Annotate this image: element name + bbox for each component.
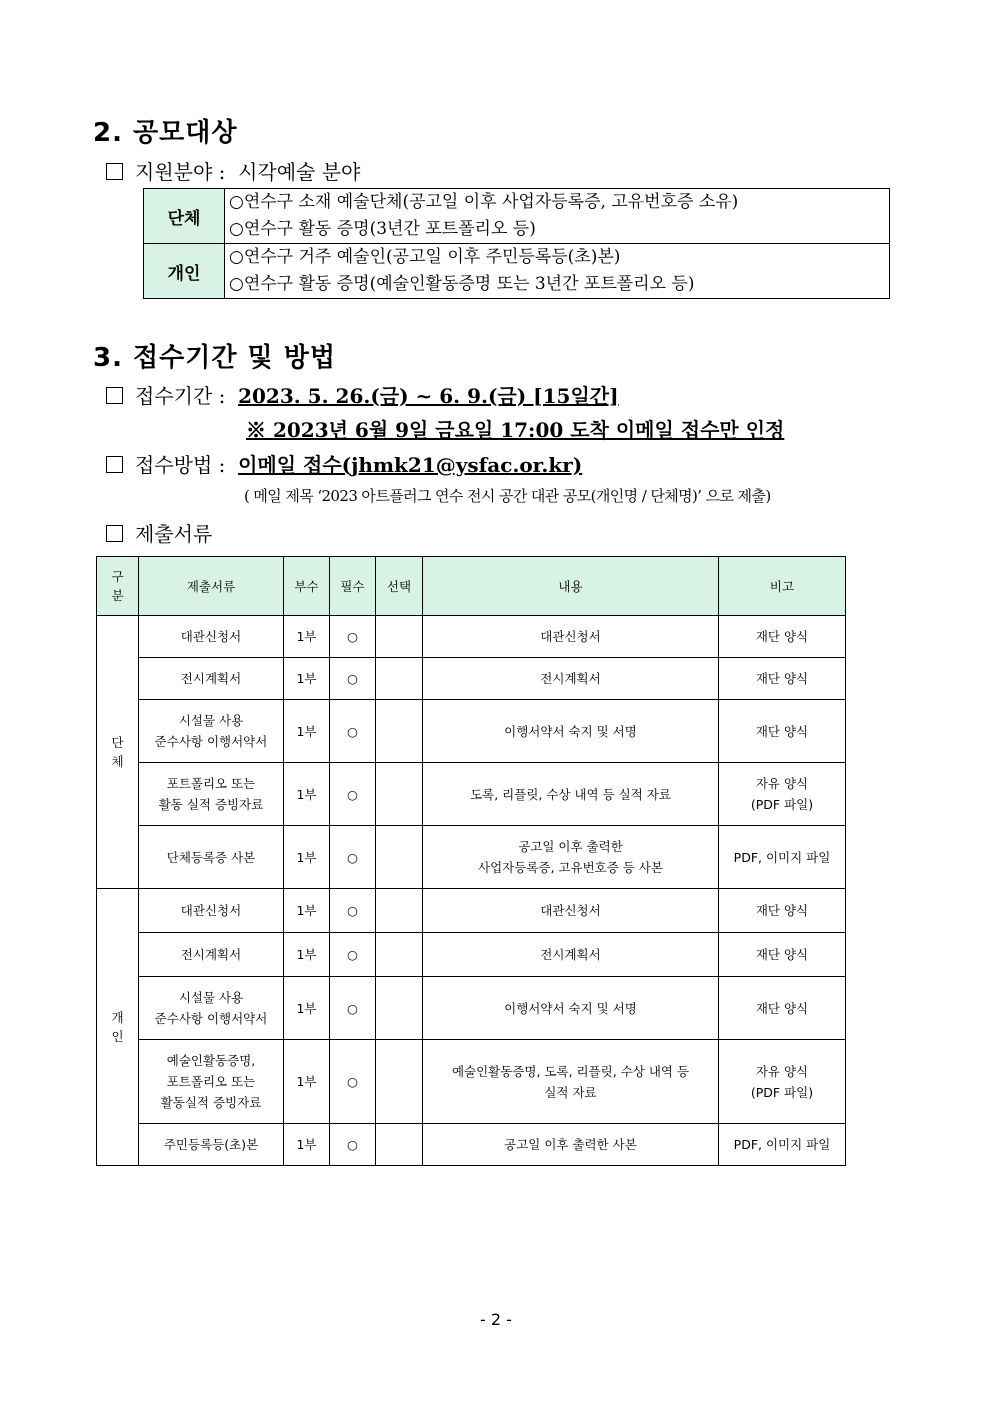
cell-doc: 예술인활동증명, 포트폴리오 또는 활동실적 증빙자료 [139,1040,284,1124]
cell-opt [376,889,423,933]
period-value: 2023. 5. 26.(금) ~ 6. 9.(금) [15일간] [238,384,619,408]
table-row [97,933,846,977]
cell-content: 전시계획서 [423,933,719,977]
cell-content: 대관신청서 [423,616,719,658]
table-row [97,826,846,889]
cell-count: 1부 [284,1040,330,1124]
field-label: 지원분야 [135,160,213,184]
cell-doc: 포트폴리오 또는 활동 실적 증빙자료 [139,763,284,826]
period-note: ※ 2023년 6월 9일 금요일 17:00 도착 이메일 접수만 인정 [246,418,785,442]
cell-req: ○ [330,616,376,658]
cell-opt [376,826,423,889]
cell-req: ○ [330,700,376,763]
table-row [97,763,846,826]
target-cell-group [225,189,890,244]
checkbox-icon [106,387,123,404]
checkbox-icon [106,163,123,180]
cell-count: 1부 [284,658,330,700]
checkbox-icon [106,525,123,542]
cell-content: 이행서약서 숙지 및 서명 [423,977,719,1040]
header-cell: 선택 [376,557,423,616]
table-row [97,1040,846,1124]
cell-opt [376,700,423,763]
cell-req: ○ [330,826,376,889]
target-label-individual: 개인 [144,244,225,299]
docs-label: 제출서류 [135,522,213,546]
cell-req: ○ [330,1124,376,1166]
cell-req: ○ [330,658,376,700]
cell-doc: 시설물 사용 준수사항 이행서약서 [139,700,284,763]
target-cell-individual [225,244,890,299]
docs-header-row [97,557,846,616]
method-line: 접수방법 : 이메일 접수(jhmk21@ysfac.or.kr) [106,449,582,478]
cell-opt [376,658,423,700]
cell-doc: 주민등록등(초)본 [139,1124,284,1166]
cell-note: PDF, 이미지 파일 [719,1124,846,1166]
cell-note: 재단 양식 [719,977,846,1040]
cell-doc: 전시계획서 [139,658,284,700]
cell-opt [376,1124,423,1166]
header-cell: 구 분 [97,557,139,616]
header-cell: 내용 [423,557,719,616]
cell-note: 재단 양식 [719,658,846,700]
target-line: ○연수구 활동 증명(3년간 포트폴리오 등) [229,219,536,239]
field-line: 지원분야 : 시각예술 분야 [106,156,360,185]
cell-opt [376,616,423,658]
table-row [97,889,846,933]
target-line: ○연수구 거주 예술인(공고일 이후 주민등록등(초)본) [229,247,621,267]
cell-note: 재단 양식 [719,616,846,658]
cell-req: ○ [330,763,376,826]
header-cell: 비고 [719,557,846,616]
checkbox-icon [106,456,123,473]
cell-req: ○ [330,889,376,933]
period-note-line [246,414,784,443]
cell-opt [376,763,423,826]
cell-count: 1부 [284,889,330,933]
page-number: - 2 - [480,1310,512,1329]
cell-doc: 대관신청서 [139,889,284,933]
group-cell: 단 체 [97,616,139,889]
table-row [97,616,846,658]
section3-heading: 3. 접수기간 및 방법 [93,343,336,373]
target-line: ○연수구 소재 예술단체(공고일 이후 사업자등록증, 고유번호증 소유) [229,192,739,212]
target-table [143,188,890,299]
table-row [97,1124,846,1166]
cell-count: 1부 [284,700,330,763]
cell-opt [376,977,423,1040]
method-label: 접수방법 [135,453,213,477]
cell-opt [376,1040,423,1124]
target-line: ○연수구 활동 증명(예술인활동증명 또는 3년간 포트폴리오 등) [229,274,695,294]
cell-note: 자유 양식 (PDF 파일) [719,1040,846,1124]
method-value: 이메일 접수(jhmk21@ysfac.or.kr) [238,453,583,477]
cell-content: 이행서약서 숙지 및 서명 [423,700,719,763]
cell-req: ○ [330,1040,376,1124]
table-row [97,658,846,700]
field-value: 시각예술 분야 [238,160,361,184]
period-label: 접수기간 [135,384,213,408]
cell-note: 재단 양식 [719,933,846,977]
cell-count: 1부 [284,826,330,889]
cell-count: 1부 [284,616,330,658]
cell-content: 대관신청서 [423,889,719,933]
cell-doc: 전시계획서 [139,933,284,977]
group-cell: 개 인 [97,889,139,1166]
cell-req: ○ [330,977,376,1040]
table-row [97,700,846,763]
cell-note: 재단 양식 [719,700,846,763]
target-label-group: 단체 [144,189,225,244]
cell-note: 재단 양식 [719,889,846,933]
table-row [97,977,846,1040]
cell-count: 1부 [284,977,330,1040]
cell-doc: 대관신청서 [139,616,284,658]
cell-content: 전시계획서 [423,658,719,700]
cell-content: 예술인활동증명, 도록, 리플릿, 수상 내역 등 실적 자료 [423,1040,719,1124]
docs-line [106,518,212,547]
header-cell: 제출서류 [139,557,284,616]
cell-opt [376,933,423,977]
docs-table [96,556,846,1166]
header-cell: 부수 [284,557,330,616]
cell-content: 공고일 이후 출력한 사업자등록증, 고유번호증 등 사본 [423,826,719,889]
cell-count: 1부 [284,1124,330,1166]
header-cell: 필수 [330,557,376,616]
cell-doc: 단체등록증 사본 [139,826,284,889]
period-line: 접수기간 : 2023. 5. 26.(금) ~ 6. 9.(금) [15일간] [106,380,619,409]
section2-heading: 2. 공모대상 [93,118,238,148]
cell-count: 1부 [284,933,330,977]
method-note: ( 메일 제목 ‘2023 아트플러그 연수 전시 공간 대관 공모(개인명 / 단체명)’ 으로 제출) [244,487,771,505]
cell-doc: 시설물 사용 준수사항 이행서약서 [139,977,284,1040]
cell-note: 자유 양식 (PDF 파일) [719,763,846,826]
cell-note: PDF, 이미지 파일 [719,826,846,889]
cell-content: 도록, 리플릿, 수상 내역 등 실적 자료 [423,763,719,826]
cell-content: 공고일 이후 출력한 사본 [423,1124,719,1166]
cell-count: 1부 [284,763,330,826]
cell-req: ○ [330,933,376,977]
